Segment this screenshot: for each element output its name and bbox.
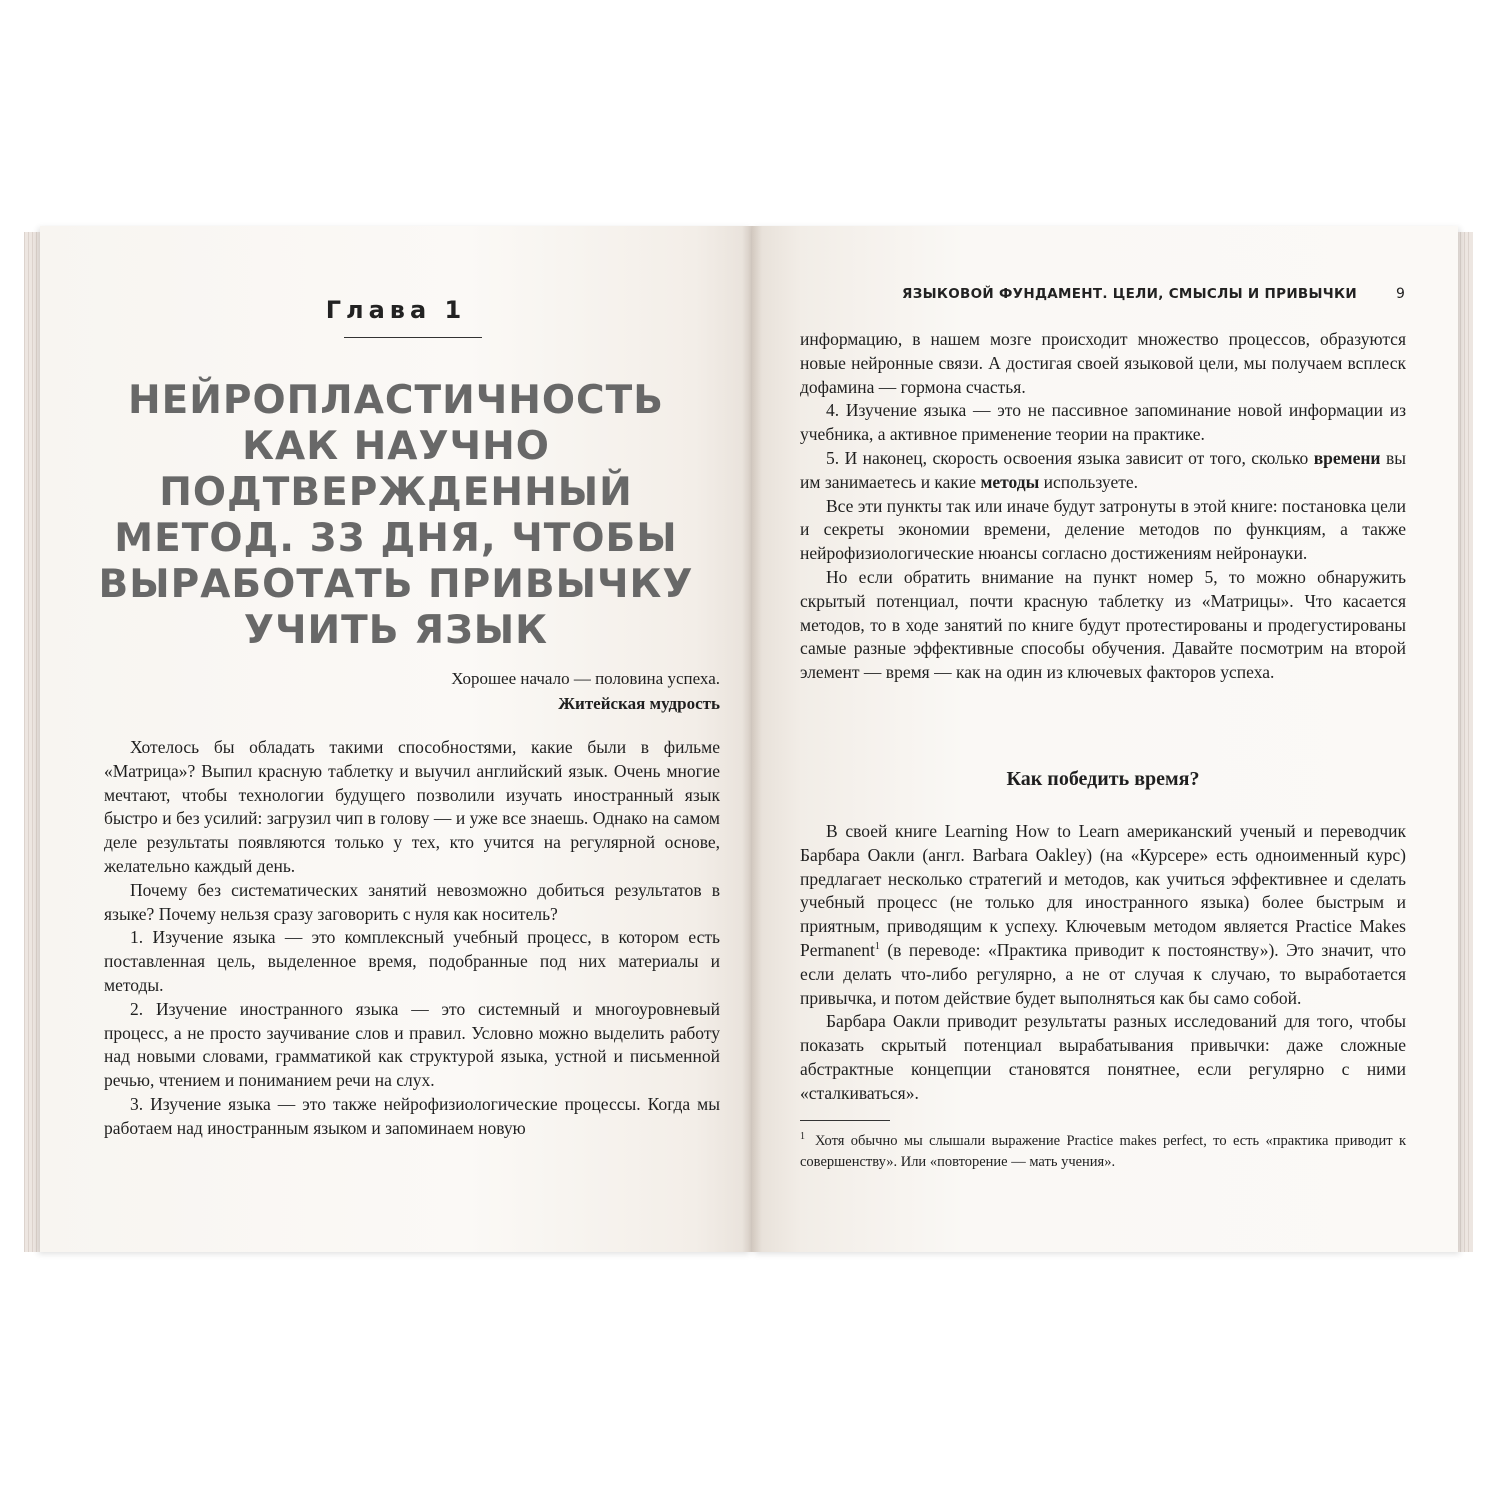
body-paragraph: информацию, в нашем мозге происходит множество процессов, образуются новые нейронные связи. А достигая своей языковой цели, мы получаем всплеск дофамина — гормона счастья.: [800, 329, 1406, 397]
epigraph-quote: Хорошее начало — половина успеха.: [451, 669, 720, 688]
chapter-title: [40, 378, 752, 654]
text-run: В своей книге Learning How to Learn американский ученый и переводчик Барбара Оакли (англ. Barbara Oakley) (на «Курсере» есть одноименный курс) предлагает несколько стратегий и методов, как учиться эффективнее и сделать учебный процесс (не только для иностранного языка) более быстрым и приятным, приводящим к успеху. Ключевым методом является Practice Makes Permanent: [800, 821, 1406, 960]
book-gutter: [742, 226, 762, 1252]
chapter-title-line: ВЫРАБОТАТЬ ПРИВЫЧКУ: [98, 562, 694, 607]
list-item: 1. Изучение языка — это комплексный учебный процесс, в котором есть поставленная цель, выделенное время, подобранные под них материалы и методы.: [104, 927, 720, 995]
body-paragraph: Барбара Оакли приводит результаты разных исследований для того, чтобы показать скрытый потенциал вырабатывания привычки: даже сложные абстрактные концепции становятся понятнее, если регулярно с ними «сталкиваться».: [800, 1011, 1406, 1103]
running-head: ЯЗЫКОВОЙ ФУНДАМЕНТ. ЦЕЛИ, СМЫСЛЫ И ПРИВЫЧКИ: [902, 286, 1357, 302]
chapter-title-line: НЕЙРОПЛАСТИЧНОСТЬ: [128, 378, 664, 423]
page-number: 9: [1396, 286, 1405, 302]
bold-term: времени: [1313, 447, 1381, 468]
body-paragraph: [800, 820, 1406, 1010]
footnote-mark: 1: [800, 1131, 805, 1142]
section-heading: Как победить время?: [1006, 768, 1200, 790]
epigraph-author: Житейская мудрость: [558, 694, 720, 713]
chapter-title-line: КАК НАУЧНО ПОДТВЕРЖДЕННЫЙ: [159, 424, 633, 515]
bold-term: методы: [980, 471, 1040, 492]
right-page-body-section: [800, 820, 1406, 1106]
text-run: используете.: [1039, 471, 1139, 492]
footnote-rule: [800, 1120, 890, 1121]
chapter-label: Глава 1: [325, 296, 467, 324]
footnote-ref[interactable]: 1: [874, 941, 880, 953]
left-page: [40, 226, 752, 1252]
epigraph: [451, 666, 720, 716]
chapter-rule: [344, 337, 482, 338]
chapter-title-line: МЕТОД. 33 ДНЯ, ЧТОБЫ: [114, 516, 678, 561]
text-run: вы им занимаетесь и какие: [800, 447, 1406, 492]
body-paragraph: Хотелось бы обладать такими способностями, какие были в фильме «Матрица»? Выпил красную таблетку и выучил английский язык. Очень многие мечтают, чтобы технологии будущего позволили изучать иностранный язык быстро и без усилий: загрузил чип в голову — и уже все знаешь. Однако на самом деле результаты появляются только у тех, кто учится на регулярной основе, желательно каждый день.: [104, 737, 720, 876]
text-run: 5. И наконец, скорость освоения языка зависит от того, сколько: [826, 447, 1314, 468]
list-item: 3. Изучение языка — это также нейрофизиологические процессы. Когда мы работаем над иностранным языком и запоминаем новую: [104, 1093, 720, 1138]
list-item: 4. Изучение языка — это не пассивное запоминание новой информации из учебника, а активное применение теории на практике.: [800, 400, 1406, 445]
list-item: [800, 447, 1406, 495]
footnote-text: Хотя обычно мы слышали выражение Practice makes perfect, то есть «практика приводит к совершенству». Или «повторение — мать учения».: [800, 1132, 1406, 1170]
right-page: [752, 226, 1458, 1252]
left-page-body: [104, 736, 720, 1141]
list-item: 2. Изучение иностранного языка — это системный и многоуровневый процесс, а не просто заучивание слов и правил. Условно можно выделить работу над новыми словами, грамматикой как структурой языка, устной и письменной речью, чтением и пониманием речи на слух.: [104, 998, 720, 1091]
body-paragraph: Все эти пункты так или иначе будут затронуты в этой книге: постановка цели и секреты экономии времени, деление методов по функциям, а также нейрофизиологические нюансы согласно достижениям нейронауки.: [800, 495, 1406, 564]
text-run: (в переводе: «Практика приводит к постоянству»). Это значит, что если делать что-либо регулярно, а не от случая к случаю, то выработается привычка, и потом действие будет выполняться как бы само собой.: [800, 939, 1406, 1008]
body-paragraph: Но если обратить внимание на пункт номер 5, то можно обнаружить скрытый потенциал, почти красную таблетку из «Матрицы». Что касается методов, то в ходе занятий по книге будут протестированы и продегустированы самые разные эффективные способы обучения. Давайте посмотрим на второй элемент — время — как на один из ключевых факторов успеха.: [800, 566, 1406, 683]
footnote: [800, 1126, 1406, 1173]
right-page-body: [800, 328, 1406, 685]
chapter-title-line: УЧИТЬ ЯЗЫК: [243, 608, 549, 653]
body-paragraph: Почему без систематических занятий невозможно добиться результатов в языке? Почему нельзя сразу заговорить с нуля как носитель?: [104, 879, 720, 924]
